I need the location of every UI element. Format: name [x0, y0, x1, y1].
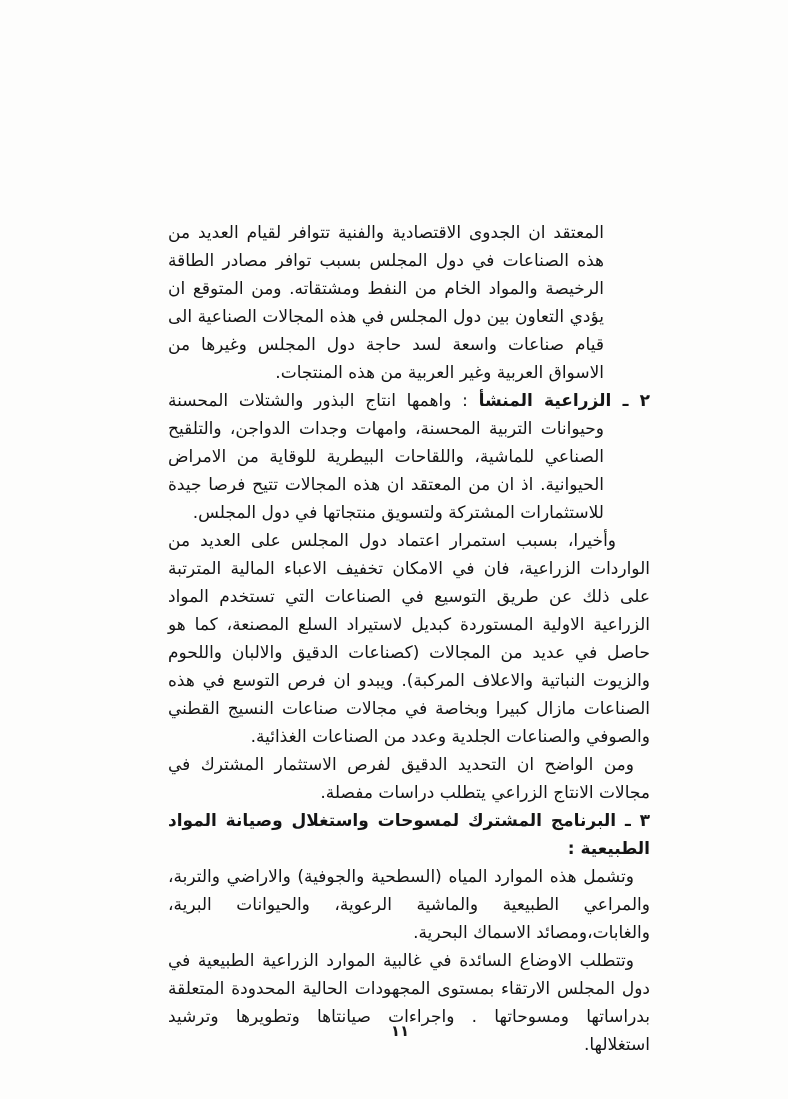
- section-3-heading: [168, 807, 650, 863]
- item-2-body: واهمها انتاج البذور والشتلات المحسنة وحيوانات التربية المحسنة، وامهات وجدات الدواجن، والتلقيح الصناعي للماشية، واللقاحات البيطرية للوقاية من الامراض الحيوانية. اذ ان من المعتقد ان هذه المجالات تتيح فرصا جيدة للاستثمارات المشتركة ولتسويق منتجاتها في دول المجلس.: [168, 391, 604, 523]
- item-2-title: الزراعية المنشأ: [478, 391, 612, 411]
- paragraph-prevailing-conditions: وتتطلب الاوضاع السائدة في غالبية الموارد الزراعية الطبيعية في دول المجلس الارتقاء بمستوى المجهودات الحالية المحدودة المتعلقة بدراساتها ومسوحاتها . واجراءات صيانتاها وتطويرها وترشيد استغلالها.: [168, 951, 650, 1055]
- paragraph-finally: وأخيرا، بسبب استمرار اعتماد دول المجلس على العديد من الواردات الزراعية، فان في الامكان تخفيف الاعباء المالية المترتبة على ذلك عن طريق التوسيع في الصناعات التي تستخدم المواد الزراعية الاولية المستوردة كبديل لاستيراد السلع المصنعة، كما هو حاصل في عديد من المجالات (كصناعات الدقيق والالبان واللحوم والزيوت النباتية والاعلاف المركبة). ويبدو ان فرص التوسع في هذه الصناعات مازال كبيرا وبخاصة في مجالات صناعات النسيج القطني والصوفي والصناعات الجلدية وعدد من الصناعات الغذائية.: [168, 531, 650, 747]
- paragraph-resources-list: وتشمل هذه الموارد المياه (السطحية والجوفية) والاراضي والتربة، والمراعي الطبيعية والماشية الرعوية، والحيوانات البرية، والغابات،ومصائد الاسماك البحرية.: [168, 867, 650, 943]
- main-text-block: [168, 219, 650, 1059]
- item-2-heading: [479, 391, 650, 411]
- numbered-item-2: [168, 387, 650, 527]
- item-2-number: ٢ ـ: [622, 391, 650, 411]
- paragraph-clear-definition: ومن الواضح ان التحديد الدقيق لفرص الاستثمار المشترك في مجالات الانتاج الزراعي يتطلب دراسات مفصلة.: [168, 755, 650, 803]
- section-3-number: ٣ ـ: [624, 811, 651, 831]
- page-number: ١١: [390, 1022, 410, 1040]
- item-2-separator: :: [451, 391, 479, 411]
- paragraph-item1-continuation: المعتقد ان الجدوى الاقتصادية والفنية تتوافر لقيام العديد من هذه الصناعات في دول المجلس بسبب توافر مصادر الطاقة الرخيصة والمواد الخام من النفط ومشتقاته. ومن المتوقع ان يؤدي التعاون بين دول المجلس في هذه المجالات الصناعية الى قيام صناعات واسعة لسد حاجة دول المجلس وغيرها من الاسواق العربية وغير العربية من هذه المنتجات.: [168, 223, 604, 383]
- section-3-title: البرنامج المشترك لمسوحات واستغلال وصيانة المواد الطبيعية :: [168, 811, 650, 859]
